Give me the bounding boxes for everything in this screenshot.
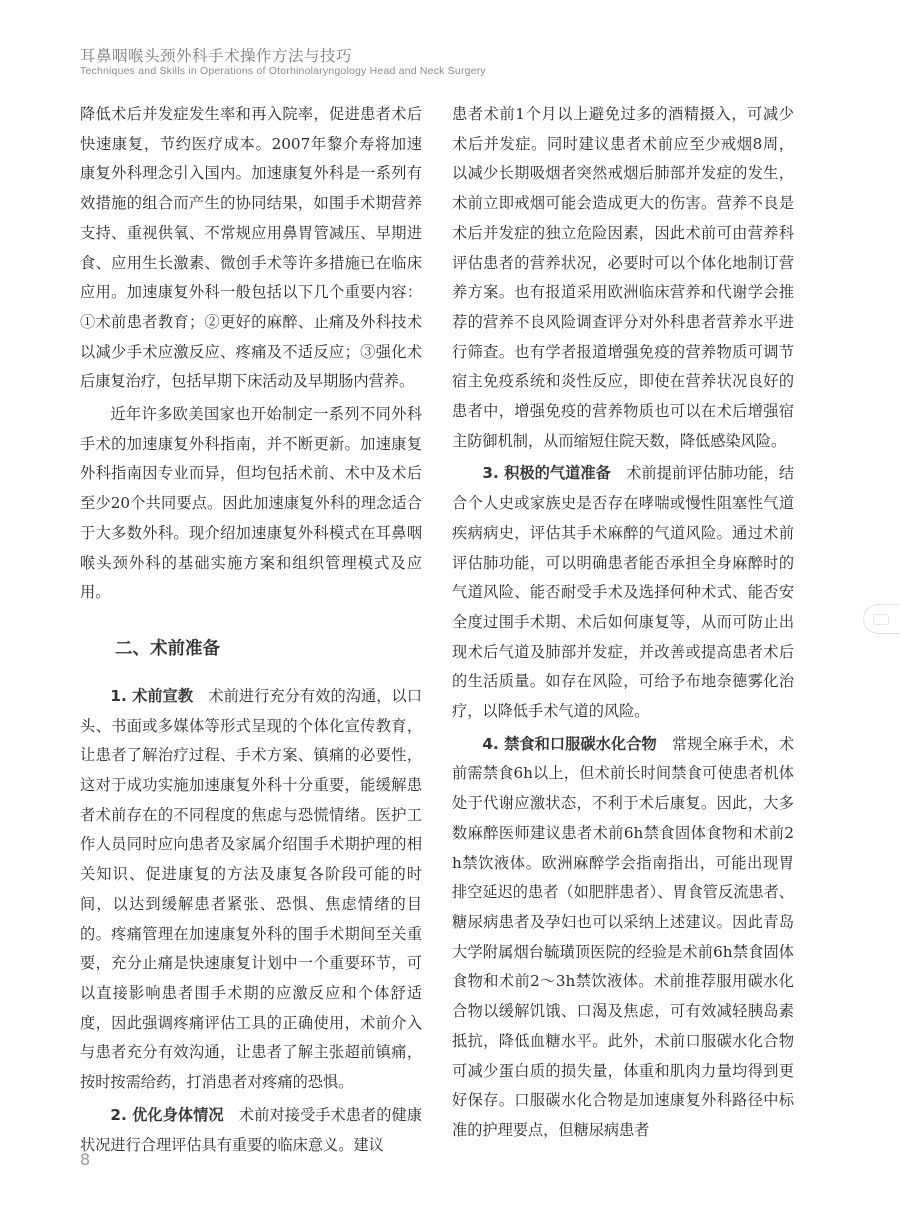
subsection-fasting-carbs — [452, 730, 794, 1146]
subsection-title: 3. 积极的气道准备 — [482, 464, 611, 483]
subsection-title: 2. 优化身体情况 — [110, 1105, 224, 1124]
subsection-body: 术前对接受手术患者的健康状况进行合理评估具有重要的临床意义。建议 — [80, 1105, 423, 1154]
subsection-body: 常规全麻手术，术前需禁食6h以上，但术前长时间禁食可使患者机体处于代谢应激状态，不利于术后康复。因此，大多数麻醉医师建议患者术前6h禁食固体食物和术前2h禁饮液体。欧洲麻醉学会指南指出，可能出现胃排空延迟的患者（如肥胖患者）、胃食管反流患者、糖尿病患者及孕妇也可以采纳上述建议。因此青岛大学附属烟台毓璜顶医院的经验是术前6h禁食固体食物和术前2～3h禁饮液体。术前推荐服用碳水化合物以缓解饥饿、口渴及焦虑，可有效减轻胰岛素抵抗，降低血糖水平。此外，术前口服碳水化合物可减少蛋白质的损失量，体重和肌肉力量均得到更好保存。口服碳水化合物是加速康复外科路径中标准的护理要点，但糖尿病患者 — [452, 734, 795, 1139]
right-column — [452, 100, 794, 1149]
paragraph-continuation: 患者术前1个月以上避免过多的酒精摄入，可减少术后并发症。同时建议患者术前应至少戒烟8周，以减少长期吸烟者突然戒烟后肺部并发症的发生，术前立即戒烟可能会造成更大的伤害。营养不良是术后并发症的独立危险因素，因此术前可由营养科评估患者的营养状况，必要时可以个体化地制订营养方案。也有报道采用欧洲临床营养和代谢学会推荐的营养不良风险调查评分对外科患者营养水平进行筛查。也有学者报道增强免疫的营养物质可调节宿主免疫系统和炎性反应，即使在营养状况良好的患者中，增强免疫的营养物质也可以在术后增强宿主防御机制，从而缩短住院天数，降低感染风险。 — [452, 105, 794, 450]
paragraph-continuation: 降低术后并发症发生率和再入院率，促进患者术后快速康复，节约医疗成本。2007年黎介寿将加速康复外科理念引入国内。加速康复外科是一系列有效措施的组合而产生的协同结果，如围手术期营养支持、重视供氧、不常规应用鼻胃管减压、早期进食、应用生长激素、微创手术等许多措施已在临床应用。加速康复外科一般包括以下几个重要内容：①术前患者教育；②更好的麻醉、止痛及外科技术以减少手术应激反应、疼痛及不适反应；③强化术后康复治疗，包括早期下床活动及早期肠内营养。 — [80, 105, 422, 391]
running-header-title: 耳鼻咽喉头颈外科手术操作方法与技巧 — [80, 47, 353, 65]
left-column — [80, 100, 422, 1163]
subsection-body: 术前进行充分有效的沟通，以口头、书面或多媒体等形式呈现的个体化宣传教育，让患者了解治疗过程、手术方案、镇痛的必要性，这对于成功实施加速康复外科十分重要，能缓解患者术前存在的不同程度的焦虑与恐慌情绪。医护工作人员同时应向患者及家属介绍围手术期护理的相关知识、促进康复的方法及康复各阶段可能的时间，以达到缓解患者紧张、恐惧、焦虑情绪的目的。疼痛管理在加速康复外科的围手术期间至关重要，充分止痛是快速康复计划中一个重要环节，可以直接影响患者围手术期的应激反应和个体舒适度，因此强调疼痛评估工具的正确使用，术前介入与患者充分有效沟通，让患者了解主张超前镇痛，按时按需给药，打消患者对疼痛的恐惧。 — [80, 686, 423, 1092]
subsection-title: 4. 禁食和口服碳水化合物 — [482, 734, 657, 753]
paragraph-guidelines: 近年许多欧美国家也开始制定一系列不同外科手术的加速康复外科指南，并不断更新。加速康复外科指南因专业而异，但均包括术前、术中及术后至少20个共同要点。因此加速康复外科的理念适合于大多数外科。现介绍加速康复外科模式在耳鼻咽喉头颈外科的基础实施方案和组织管理模式及应用。 — [80, 405, 422, 602]
subsection-body: 术前提前评估肺功能，结合个人史或家族史是否存在哮喘或慢性阻塞性气道疾病病史，评估其手术麻醉的气道风险。通过术前评估肺功能，可以明确患者能否承担全身麻醉时的气道风险、能否耐受手术及选择何种术式、能否安全度过围手术期、术后如何康复等，从而可防止出现术后气道及肺部并发症，并改善或提高患者术后的生活质量。如存在风险，可给予布地奈德雾化治疗，以降低手术气道的风险。 — [452, 464, 795, 721]
subsection-preop-education — [80, 682, 422, 1098]
subsection-airway-prep — [452, 459, 794, 726]
subsection-title: 1. 术前宣教 — [110, 686, 194, 705]
running-header-subtitle: Techniques and Skills in Operations of Otorhinolaryngology Head and Neck Surgery — [80, 65, 486, 77]
watermark-icon — [863, 604, 900, 634]
page-number: 8 — [80, 1150, 91, 1169]
subsection-optimize-health — [80, 1101, 422, 1160]
section-heading: 二、术前准备 — [115, 638, 220, 659]
